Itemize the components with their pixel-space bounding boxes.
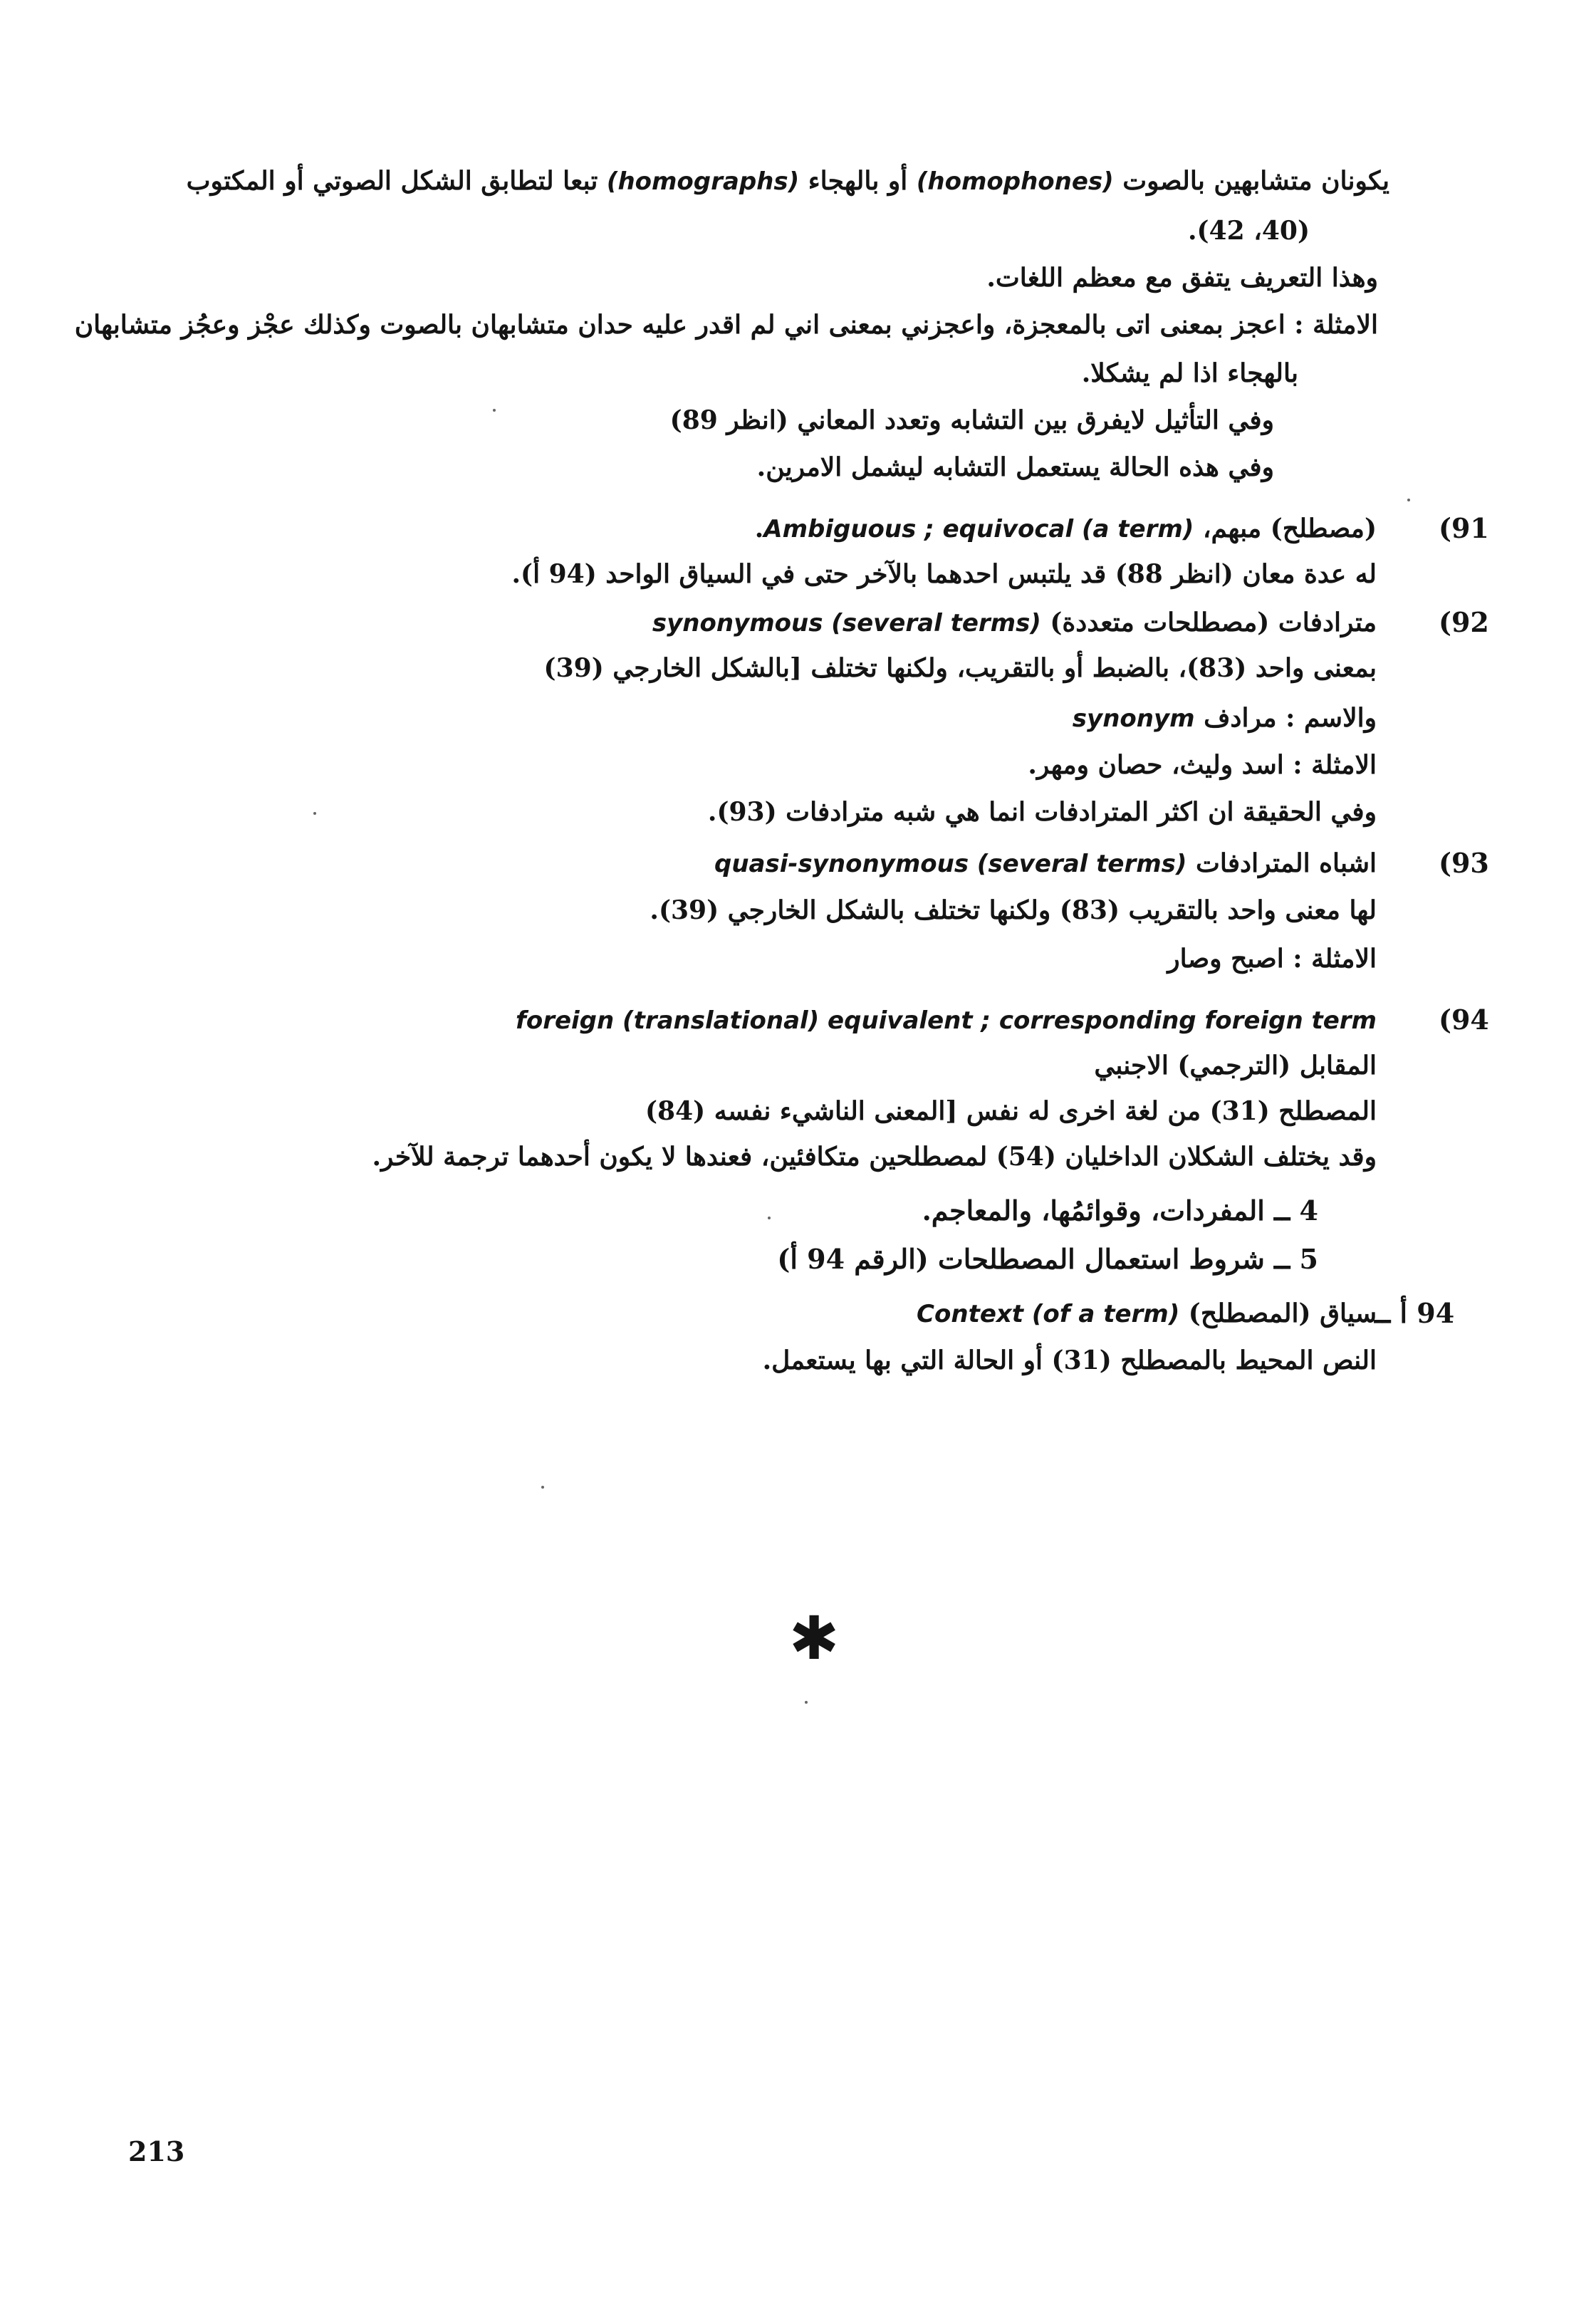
text-line bbox=[670, 397, 1274, 443]
arabic-text: (40، 42). bbox=[1188, 216, 1310, 246]
arabic-text: وقد يختلف الشكلان الداخليان (54) لمصطلحين متكافئين، فعندها لا يكون أحدهما ترجمة للآخر. bbox=[372, 1142, 1377, 1172]
text-line bbox=[1073, 695, 1377, 741]
entry-number: 91) bbox=[1439, 512, 1489, 544]
text-line bbox=[1082, 350, 1298, 396]
arabic-text: تبعا لتطابق الشكل الصوتي أو المكتوب bbox=[186, 166, 607, 196]
english-term: (homographs) bbox=[606, 167, 800, 196]
entry-heading bbox=[917, 1291, 1377, 1336]
text-line bbox=[1094, 1043, 1377, 1088]
entry-number: 93) bbox=[1439, 847, 1489, 879]
arabic-text: وهذا التعريف يتفق مع معظم اللغات. bbox=[986, 263, 1378, 293]
scan-speck bbox=[805, 1701, 808, 1704]
entry-heading bbox=[516, 997, 1377, 1043]
scan-speck bbox=[1407, 499, 1410, 501]
arabic-text: 4 ــ المفردات، وقوائمُها، والمعاجم. bbox=[922, 1194, 1318, 1227]
arabic-text: الامثلة : اعجز بمعنى اتى بالمعجزة، واعجزني بمعنى اني لم اقدر عليه حدان متشابهان بالصوت وكذلك عجْز وعجُز متشابهان bbox=[74, 310, 1378, 340]
text-line bbox=[75, 302, 1378, 348]
english-term: synonymous (several terms) bbox=[652, 609, 1041, 637]
section-heading bbox=[922, 1188, 1318, 1234]
arabic-text: وفي الحقيقة ان اكثر المترادفات انما هي شبه مترادفات (93). bbox=[707, 797, 1377, 827]
arabic-text: المصطلح (31) من لغة اخرى له نفس [المعنى الناشيء نفسه (84) bbox=[645, 1096, 1377, 1126]
english-term: Context (of a term) bbox=[917, 1300, 1180, 1328]
text-line bbox=[1188, 208, 1310, 254]
english-term: synonym bbox=[1072, 704, 1195, 733]
scan-speck bbox=[541, 1486, 544, 1489]
entry-heading bbox=[652, 600, 1377, 645]
section-heading bbox=[777, 1236, 1318, 1282]
english-term: foreign (translational) equivalent ; corresponding foreign term bbox=[516, 1006, 1377, 1035]
text-line bbox=[544, 645, 1377, 691]
scan-speck bbox=[768, 1217, 771, 1219]
english-term: Ambiguous ; equivocal (a term) bbox=[763, 515, 1194, 543]
text-line bbox=[187, 158, 1389, 204]
arabic-text: وفي التأثيل لايفرق بين التشابه وتعدد المعاني (انظر 89) bbox=[669, 405, 1274, 435]
scan-speck bbox=[313, 812, 316, 815]
arabic-text: بالهجاء اذا لم يشكلا. bbox=[1081, 358, 1298, 388]
arabic-text: له عدة معان (انظر 88) قد يلتبس احدهما بالآخر حتى في السياق الواحد (94 أ). bbox=[511, 559, 1377, 589]
arabic-text: بمعنى واحد (83)، بالضبط أو بالتقريب، ولكنها تختلف [بالشكل الخارجي (39) bbox=[543, 653, 1377, 683]
arabic-text: الامثلة : اصبح وصار bbox=[1167, 944, 1377, 974]
text-line bbox=[650, 887, 1377, 933]
text-line bbox=[1167, 936, 1377, 981]
text-line bbox=[763, 1338, 1377, 1383]
entry-number: 92) bbox=[1439, 606, 1489, 638]
text-line bbox=[512, 551, 1377, 597]
entry-number: 94) bbox=[1439, 1004, 1489, 1036]
text-line bbox=[708, 789, 1377, 835]
text-line bbox=[986, 255, 1378, 301]
text-line bbox=[757, 444, 1274, 490]
arabic-text: (مصطلح) مبهم، bbox=[1194, 514, 1377, 543]
entry-heading bbox=[714, 840, 1377, 886]
arabic-text: 5 ــ شروط استعمال المصطلحات (الرقم 94 أ) bbox=[777, 1243, 1318, 1275]
entry-heading bbox=[755, 506, 1377, 551]
english-term: (homophones) bbox=[916, 167, 1114, 196]
arabic-text: يكونان متشابهين بالصوت bbox=[1113, 166, 1389, 196]
arabic-text: النص المحيط بالمصطلح (31) أو الحالة التي بها يستعمل. bbox=[762, 1345, 1377, 1375]
arabic-text: لها معنى واحد بالتقريب (83) ولكنها تختلف بالشكل الخارجي (39). bbox=[650, 895, 1377, 925]
arabic-text: مترادفات (مصطلحات متعددة) bbox=[1040, 608, 1377, 637]
arabic-text: وفي هذه الحالة يستعمل التشابه ليشمل الامرين. bbox=[756, 452, 1274, 482]
arabic-text: سياق (المصطلح) bbox=[1179, 1298, 1377, 1328]
arabic-text: اشباه المترادفات bbox=[1186, 848, 1377, 878]
section-separator-asterisk: ✱ bbox=[789, 1603, 840, 1673]
scan-speck bbox=[493, 409, 496, 412]
text-line bbox=[372, 1134, 1377, 1180]
arabic-text: أو بالهجاء bbox=[799, 166, 917, 196]
text-line bbox=[1028, 742, 1377, 788]
arabic-text: . bbox=[754, 514, 764, 543]
entry-number: 94 أ ــ bbox=[1375, 1297, 1455, 1329]
text-line bbox=[645, 1088, 1377, 1134]
arabic-text: الامثلة : اسد وليث، حصان ومهر. bbox=[1028, 750, 1377, 780]
arabic-text: المقابل (الترجمي) الاجنبي bbox=[1094, 1051, 1377, 1081]
arabic-text: والاسم : مرادف bbox=[1194, 703, 1377, 733]
page-number: 213 bbox=[128, 2135, 185, 2167]
english-term: quasi-synonymous (several terms) bbox=[714, 850, 1187, 878]
